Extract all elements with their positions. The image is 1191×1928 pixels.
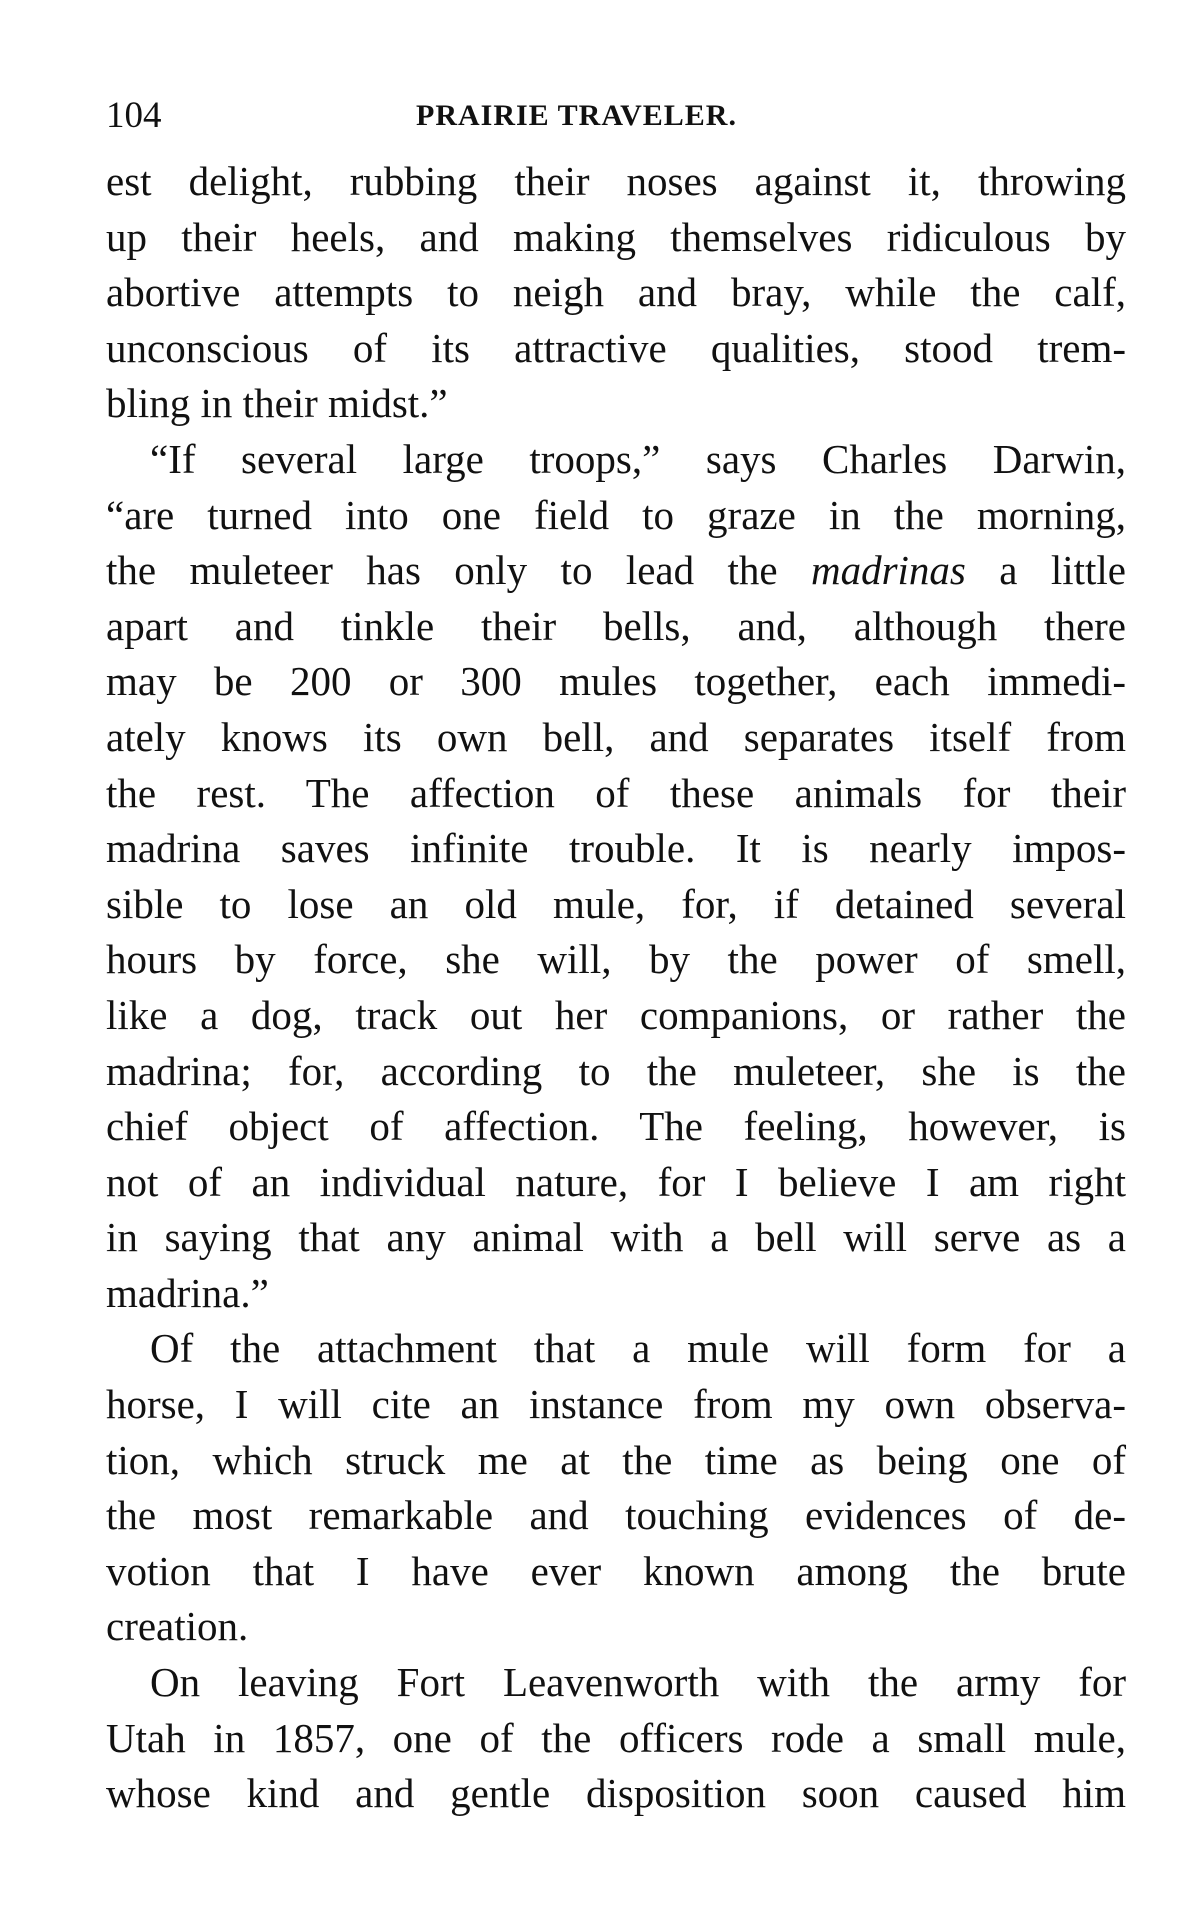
italic-term: madrinas (810, 547, 966, 594)
text-line: Of the attachment that a mule will form for a (150, 1325, 1126, 1372)
text-line: unconscious of its attractive qualities, stood trem- (106, 324, 1126, 371)
text-line: up their heels, and making themselves ridiculous by (106, 213, 1126, 260)
text-line: like a dog, track out her companions, or rather the (106, 991, 1126, 1038)
text-line: “If several large troops,” says Charles Darwin, (150, 435, 1126, 482)
text-line: est delight, rubbing their noses against it, throwing (106, 158, 1126, 204)
text-line: creation. (106, 1603, 249, 1650)
text-line: Utah in 1857, one of the officers rode a small mule, (106, 1714, 1126, 1761)
text-line: chief object of affection. The feeling, however, is (106, 1103, 1126, 1150)
text-line: bling in their midst.” (106, 380, 448, 427)
text-line-with-italic (106, 543, 1126, 599)
text-line: “are turned into one field to graze in the morning, (106, 491, 1126, 538)
page-header (106, 90, 1126, 142)
paragraph-2 (106, 432, 1126, 1322)
book-page (106, 90, 1126, 1822)
text-run: a little (965, 547, 1126, 594)
text-line: may be 200 or 300 mules together, each immedi- (106, 658, 1126, 705)
page-text (106, 154, 1126, 1822)
text-line: not of an individual nature, for I believe I am right (106, 1158, 1126, 1205)
text-line: sible to lose an old mule, for, if detained several (106, 880, 1126, 927)
text-line: whose kind and gentle disposition soon caused him (106, 1770, 1126, 1817)
text-line: tion, which struck me at the time as being one of (106, 1436, 1126, 1483)
text-line: madrina; for, according to the muleteer, she is the (106, 1047, 1126, 1094)
text-run: the muleteer has only to lead the (106, 547, 811, 594)
text-line: abortive attempts to neigh and bray, while the calf, (106, 269, 1126, 316)
paragraph-3 (106, 1321, 1126, 1655)
text-line: madrina.” (106, 1269, 269, 1316)
text-line: votion that I have ever known among the brute (106, 1547, 1126, 1594)
text-line: the rest. The affection of these animals for their (106, 769, 1126, 816)
text-line: horse, I will cite an instance from my own observa- (106, 1381, 1126, 1428)
page-number: 104 (106, 95, 162, 136)
text-line: hours by force, she will, by the power of smell, (106, 936, 1126, 983)
text-line: On leaving Fort Leavenworth with the army for (150, 1659, 1126, 1706)
text-line: apart and tinkle their bells, and, although there (106, 602, 1126, 649)
text-line: ately knows its own bell, and separates itself from (106, 713, 1126, 760)
text-line: the most remarkable and touching evidences of de- (106, 1492, 1126, 1539)
text-line: madrina saves infinite trouble. It is nearly impos- (106, 825, 1126, 872)
paragraph-4 (106, 1655, 1126, 1822)
paragraph-1 (106, 154, 1126, 432)
text-line: in saying that any animal with a bell will serve as a (106, 1214, 1126, 1261)
running-title: PRAIRIE TRAVELER. (416, 99, 737, 132)
